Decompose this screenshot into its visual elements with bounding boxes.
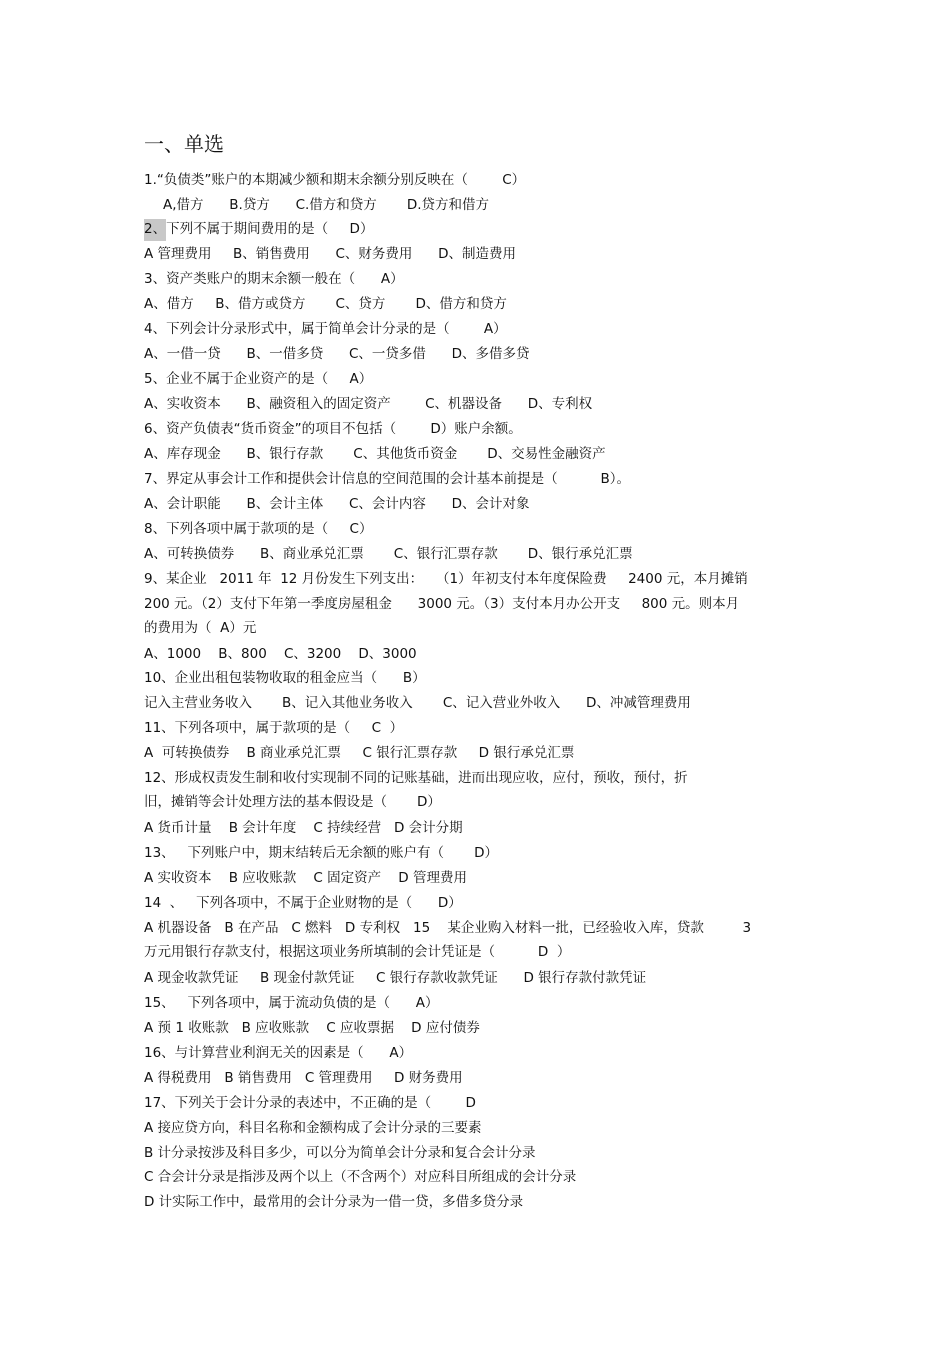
option-17-a: A 接应贷方向，科目名称和金额构成了会计分录的三要素	[144, 1120, 482, 1136]
options-9: A、1000 B、800 C、3200 D、3000	[144, 646, 417, 662]
question-8: 8、下列各项中属于款项的是（ C）	[144, 521, 373, 537]
question-2: 2、下列不属于期间费用的是（ D）	[144, 221, 374, 237]
question-7: 7、界定从事会计工作和提供会计信息的空间范围的会计基本前提是（ B）。	[144, 471, 631, 487]
question-15-line-2: 万元用银行存款支付，根据这项业务所填制的会计凭证是（ D ）	[144, 944, 571, 960]
options-6: A、库存现金 B、银行存款 C、其他货币资金 D、交易性金融资产	[144, 446, 606, 462]
question-17: 17、下列关于会计分录的表述中，不正确的是（ D	[144, 1095, 476, 1111]
options-13: A 实收资本 B 应收账款 C 固定资产 D 管理费用	[144, 870, 467, 886]
question-13: 13、 下列账户中，期末结转后无余额的账户有（ D）	[144, 845, 498, 861]
question-4: 4、下列会计分录形式中，属于简单会计分录的是（ A）	[144, 321, 507, 337]
question-9-line-1: 9、某企业 2011 年 12 月份发生下列支出： （1）年初支付本年度保险费 2400 元，本月摊销	[144, 571, 748, 587]
options-10: 记入主营业务收入 B、记入其他业务收入 C、记入营业外收入 D、冲减管理费用	[144, 695, 691, 711]
option-17-b: B 计分录按涉及科目多少，可以分为简单会计分录和复合会计分录	[144, 1145, 536, 1161]
question-6: 6、资产负债表“货币资金”的项目不包括（ D）账户余额。	[144, 421, 522, 437]
question-15b: 15、 下列各项中，属于流动负债的是（ A）	[144, 995, 439, 1011]
options-15b: A 预 1 收账款 B 应收账款 C 应收票据 D 应付债券	[144, 1020, 480, 1036]
question-5: 5、企业不属于企业资产的是（ A）	[144, 371, 373, 387]
question-11: 11、下列各项中，属于款项的是（ C ）	[144, 720, 404, 736]
options-14-question-15-line-1: A 机器设备 B 在产品 C 燃料 D 专利权 15 某企业购入材料一批，已经验收入库，贷款 3	[144, 920, 752, 936]
question-12-line-2: 旧，摊销等会计处理方法的基本假设是（ D）	[144, 794, 441, 810]
question-10: 10、企业出租包装物收取的租金应当（ B）	[144, 670, 426, 686]
options-1: A,借方 B.贷方 C.借方和贷方 D.贷方和借方	[163, 197, 490, 213]
question-1: 1.“负债类”账户的本期减少额和期末余额分别反映在（ C）	[144, 172, 526, 188]
options-16: A 得税费用 B 销售费用 C 管理费用 D 财务费用	[144, 1070, 463, 1086]
question-9-line-2: 200 元。（2）支付下年第一季度房屋租金 3000 元。（3）支付本月办公开支 800 元。则本月	[144, 596, 740, 612]
options-15: A 现金收款凭证 B 现金付款凭证 C 银行存款收款凭证 D 银行存款付款凭证	[144, 970, 647, 986]
options-12: A 货币计量 B 会计年度 C 持续经营 D 会计分期	[144, 820, 463, 836]
option-17-c: C 合会计分录是指涉及两个以上（不含两个）对应科目所组成的会计分录	[144, 1169, 577, 1185]
options-11: A 可转换债券 B 商业承兑汇票 C 银行汇票存款 D 银行承兑汇票	[144, 745, 575, 761]
question-16: 16、与计算营业利润无关的因素是（ A）	[144, 1045, 413, 1061]
options-3: A、借方 B、借方或贷方 C、贷方 D、借方和贷方	[144, 296, 507, 312]
options-7: A、会计职能 B、会计主体 C、会计内容 D、会计对象	[144, 496, 530, 512]
options-4: A、一借一贷 B、一借多贷 C、一贷多借 D、多借多贷	[144, 346, 530, 362]
option-17-d: D 计实际工作中，最常用的会计分录为一借一贷，多借多贷分录	[144, 1194, 524, 1210]
question-3: 3、资产类账户的期末余额一般在（ A）	[144, 271, 404, 287]
options-8: A、可转换债券 B、商业承兑汇票 C、银行汇票存款 D、银行承兑汇票	[144, 546, 633, 562]
options-5: A、实收资本 B、融资租入的固定资产 C、机器设备 D、专利权	[144, 396, 593, 412]
question-12-line-1: 12、形成权责发生制和收付实现制不同的记账基础，进而出现应收，应付，预收，预付，折	[144, 770, 688, 786]
options-2: A 管理费用 B、销售费用 C、财务费用 D、制造费用	[144, 246, 517, 262]
question-14: 14 、 下列各项中，不属于企业财物的是（ D）	[144, 895, 462, 911]
question-9-line-3: 的费用为（ A）元	[144, 620, 257, 636]
section-title: 一、单选	[144, 132, 224, 156]
